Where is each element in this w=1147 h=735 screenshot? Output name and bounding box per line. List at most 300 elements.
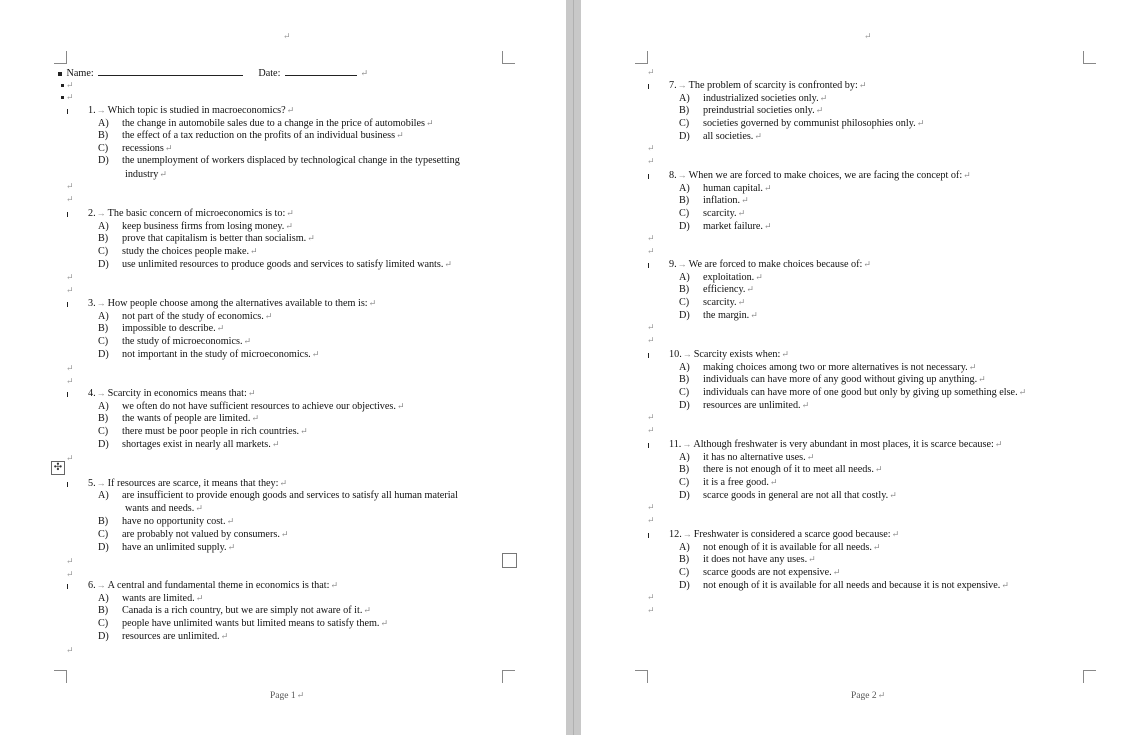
answer-option — [679, 194, 749, 208]
margin-corner-mark — [1083, 51, 1096, 64]
option-label: A) — [679, 541, 690, 553]
paragraph-mark: ↵ — [216, 323, 225, 334]
question-number: 11. — [669, 439, 682, 450]
answer-option — [679, 463, 882, 477]
answer-option — [98, 490, 458, 503]
paragraph-mark: ↵ — [750, 309, 758, 320]
option-label: D) — [679, 489, 690, 501]
answer-option — [679, 104, 823, 118]
option-text: shortages exist in nearly all markets. — [122, 438, 271, 450]
paragraph-mark: ↵ — [801, 399, 810, 410]
option-label: A) — [98, 310, 109, 322]
question-number: 6. — [88, 580, 96, 591]
question-stem — [669, 258, 871, 272]
paragraph-mark: ↵ — [247, 388, 256, 398]
empty-paragraph: ↵ — [647, 412, 655, 422]
option-text: scarcity. — [703, 208, 737, 220]
paragraph-mark: ↵ — [444, 258, 452, 269]
list-marker — [67, 392, 68, 397]
option-label: A) — [98, 220, 109, 232]
document-page-2 — [581, 0, 1147, 735]
question-text: Freshwater is considered a scarce good because: — [693, 529, 891, 540]
paragraph-mark: ↵ — [874, 464, 883, 475]
answer-option — [98, 541, 235, 555]
list-marker — [648, 174, 649, 179]
paragraph-mark: ↵ — [279, 478, 288, 488]
list-marker — [67, 584, 68, 589]
option-label: A) — [679, 361, 690, 373]
option-label: A) — [98, 592, 109, 604]
list-marker — [67, 302, 68, 307]
answer-option — [98, 322, 224, 336]
answer-option — [679, 476, 777, 490]
question-stem — [669, 169, 971, 183]
answer-option — [679, 553, 816, 567]
option-label: B) — [98, 323, 109, 335]
answer-option — [98, 630, 228, 644]
option-label: C) — [98, 618, 109, 630]
empty-paragraph: ↵ — [647, 156, 655, 166]
paragraph-mark: ↵ — [243, 336, 252, 347]
option-label: B) — [679, 284, 690, 296]
paragraph-mark: ↵ — [746, 284, 754, 295]
margin-corner-mark — [635, 670, 648, 683]
question-text: Which topic is studied in macroeconomics? — [107, 105, 286, 116]
option-label: D) — [679, 399, 690, 411]
option-text: people have unlimited wants but limited means to satisfy them. — [122, 618, 380, 630]
paragraph-mark: ↵ — [195, 503, 203, 514]
option-text: study the choices people make. — [122, 246, 250, 258]
question-stem — [88, 477, 287, 491]
option-text: use unlimited resources to produce goods and services to satisfy limited wants. — [122, 258, 444, 270]
tab-mark: → — [682, 349, 692, 359]
paragraph-mark: ↵ — [250, 246, 258, 257]
tab-mark: → — [677, 259, 687, 269]
question-text: Scarcity exists when: — [693, 349, 781, 360]
answer-option — [679, 283, 754, 297]
paragraph-mark: ↵ — [916, 118, 925, 129]
answer-option — [98, 117, 434, 131]
paragraph-mark: ↵ — [806, 451, 815, 462]
paragraph-mark: ↵ — [286, 105, 295, 115]
tab-mark: → — [96, 298, 106, 308]
paragraph-mark: ↵ — [808, 554, 816, 565]
paragraph-mark: ↵ — [832, 567, 841, 578]
empty-paragraph: ↵ — [647, 605, 655, 615]
paragraph-mark: ↵ — [872, 541, 881, 552]
question-stem — [669, 438, 1002, 452]
question-number: 8. — [669, 170, 677, 181]
option-label: D) — [98, 258, 109, 270]
paragraph-mark: ↵ — [781, 349, 789, 359]
question-number: 9. — [669, 259, 677, 270]
answer-option — [98, 515, 234, 529]
paragraph-mark: ↵ — [396, 130, 404, 141]
answer-option — [679, 566, 840, 580]
tab-mark: → — [96, 580, 106, 590]
question-stem — [88, 207, 294, 221]
option-label: B) — [98, 605, 109, 617]
option-text: Canada is a rich country, but we are simply not aware of it. — [122, 605, 363, 617]
answer-option — [679, 373, 986, 387]
option-label: A) — [679, 92, 690, 104]
paragraph-mark: ↵ — [285, 220, 293, 231]
answer-option — [679, 309, 758, 323]
option-text: it has no alternative uses. — [703, 451, 806, 463]
option-text: not part of the study of economics. — [122, 310, 264, 322]
option-text: there must be poor people in rich countries. — [122, 426, 300, 438]
empty-paragraph: ↵ — [647, 592, 655, 602]
paragraph-mark: ↵ — [1018, 387, 1027, 398]
paragraph-mark: ↵ — [737, 208, 746, 219]
option-text: the change in automobile sales due to a change in the price of automobiles — [122, 117, 425, 129]
question-text: The problem of scarcity is confronted by: — [688, 80, 858, 91]
answer-option — [679, 579, 1009, 593]
margin-corner-mark — [502, 670, 515, 683]
empty-paragraph: ↵ — [66, 272, 74, 282]
name-field[interactable] — [98, 66, 243, 76]
option-label: C) — [98, 336, 109, 348]
option-label: A) — [98, 400, 109, 412]
option-text: human capital. — [703, 182, 763, 194]
question-number: 12. — [669, 529, 682, 540]
paragraph-mark: ↵ — [226, 516, 235, 527]
option-text: industrialized societies only. — [703, 92, 819, 104]
tab-mark: → — [682, 529, 692, 539]
empty-paragraph: ↵ — [647, 233, 655, 243]
option-label: B) — [98, 233, 109, 245]
answer-option — [98, 220, 293, 234]
tab-mark: → — [677, 80, 687, 90]
question-stem — [669, 348, 789, 362]
answer-option — [98, 438, 279, 452]
option-text: scarcity. — [703, 297, 737, 309]
paragraph-mark: ↵ — [891, 529, 900, 539]
paragraph-mark: ↵ — [815, 105, 824, 116]
paragraph-mark: ↵ — [380, 618, 389, 629]
paragraph-mark: ↵ — [963, 170, 971, 180]
empty-paragraph: ↵ — [66, 363, 74, 373]
option-label: C) — [679, 208, 690, 220]
list-marker — [67, 482, 68, 487]
question-text: Scarcity in economics means that: — [107, 388, 247, 399]
list-marker — [67, 212, 68, 217]
header-paragraph-mark: ↵ — [864, 31, 872, 41]
question-number: 1. — [88, 105, 96, 116]
option-text: impossible to describe. — [122, 323, 216, 335]
option-label: C) — [679, 297, 690, 309]
option-label: C) — [679, 567, 690, 579]
option-text: individuals can have more of any good without giving up anything. — [703, 374, 978, 386]
paragraph-mark: ↵ — [889, 489, 897, 500]
paragraph-mark: ↵ — [769, 477, 778, 488]
option-text: recessions — [122, 143, 164, 155]
paragraph-mark: ↵ — [159, 168, 167, 179]
name-date-line: Name: Date: ↵ — [58, 66, 368, 81]
list-marker — [648, 84, 649, 89]
paragraph-mark: ↵ — [286, 208, 294, 218]
empty-paragraph: ↵ — [647, 143, 655, 153]
option-text: there is not enough of it to meet all needs. — [703, 464, 874, 476]
question-text: The basic concern of microeconomics is to: — [107, 208, 286, 219]
option-label: B) — [98, 413, 109, 425]
paragraph-mark: ↵ — [425, 117, 434, 128]
option-text: individuals can have more of one good but only by giving up something else. — [703, 387, 1018, 399]
answer-option — [98, 232, 315, 246]
option-text: scarce goods in general are not all that costly. — [703, 489, 889, 501]
list-marker — [648, 353, 649, 358]
paragraph-mark: ↵ — [978, 374, 986, 385]
tab-mark: → — [96, 208, 106, 218]
option-label: D) — [679, 130, 690, 142]
page-number-footer: Page 2↵ — [851, 690, 886, 701]
question-number: 4. — [88, 388, 96, 399]
answer-option — [679, 489, 897, 503]
question-stem — [88, 387, 255, 401]
margin-corner-mark — [502, 51, 515, 64]
answer-option — [98, 400, 404, 414]
question-number: 7. — [669, 80, 677, 91]
question-number: 10. — [669, 349, 682, 360]
answer-option — [98, 245, 258, 259]
paragraph-mark: ↵ — [251, 413, 259, 424]
option-label: C) — [98, 246, 109, 258]
empty-paragraph: ↵ — [66, 181, 74, 191]
answer-option — [679, 451, 814, 465]
empty-paragraph: ↵ — [647, 515, 655, 525]
bullet-square — [61, 84, 64, 87]
option-label: D) — [98, 348, 109, 360]
answer-option — [98, 528, 288, 542]
option-text: inflation. — [703, 195, 741, 207]
paragraph-mark: ↵ — [280, 528, 289, 539]
question-text: A central and fundamental theme in economics is that: — [107, 580, 330, 591]
empty-paragraph: ↵ — [66, 556, 74, 566]
header-paragraph-mark: ↵ — [283, 31, 291, 41]
answer-option — [98, 155, 460, 168]
question-number: 3. — [88, 298, 96, 309]
margin-corner-mark — [1083, 670, 1096, 683]
answer-option — [679, 386, 1026, 400]
question-number: 5. — [88, 478, 96, 489]
paragraph-mark: ↵ — [968, 361, 977, 372]
option-text: prove that capitalism is better than socialism. — [122, 233, 307, 245]
option-label: B) — [98, 516, 109, 528]
option-text: exploitation. — [703, 271, 755, 283]
tab-mark: → — [677, 170, 687, 180]
answer-option — [679, 182, 772, 196]
answer-option — [98, 425, 308, 439]
tab-mark: → — [682, 439, 692, 449]
option-label: B) — [679, 105, 690, 117]
option-text: the unemployment of workers displaced by technological change in the typesetting — [122, 154, 460, 166]
answer-option — [98, 412, 259, 426]
paragraph-mark: ↵ — [863, 259, 871, 269]
option-label: D) — [98, 154, 109, 166]
option-label: C) — [98, 426, 109, 438]
date-field[interactable] — [285, 66, 357, 76]
option-label: D) — [98, 541, 109, 553]
text-box-handle[interactable] — [502, 553, 517, 568]
answer-option — [679, 541, 880, 555]
margin-corner-mark — [54, 51, 67, 64]
option-text-continuation-text: wants and needs. — [125, 503, 195, 515]
option-text: have an unlimited supply. — [122, 541, 227, 553]
option-label: A) — [679, 451, 690, 463]
option-text: the margin. — [703, 309, 750, 321]
option-label: B) — [98, 130, 109, 142]
paragraph-mark: ↵ — [164, 143, 173, 154]
paragraph-mark: ↵ — [819, 92, 828, 103]
paragraph-mark: ↵ — [271, 438, 280, 449]
option-text: are insufficient to provide enough goods and services to satisfy all human material — [122, 489, 458, 501]
question-stem — [669, 528, 899, 542]
option-text: are probably not valued by consumers. — [122, 528, 280, 540]
option-label: B) — [679, 554, 690, 566]
option-label: A) — [98, 489, 109, 501]
option-text: market failure. — [703, 220, 763, 232]
answer-option — [98, 348, 319, 362]
option-text: the wants of people are limited. — [122, 413, 251, 425]
paragraph-mark: ↵ — [363, 605, 371, 616]
option-label: C) — [98, 143, 109, 155]
answer-option — [679, 207, 745, 221]
paragraph-mark: ↵ — [858, 80, 867, 90]
paragraph-mark: ↵ — [741, 195, 749, 206]
option-text: have no opportunity cost. — [122, 516, 226, 528]
margin-corner-mark — [635, 51, 648, 64]
answer-option — [679, 220, 772, 234]
empty-paragraph: ↵ — [647, 246, 655, 256]
answer-option — [679, 130, 762, 144]
answer-option — [679, 117, 924, 131]
option-label: B) — [679, 374, 690, 386]
paragraph-mark: ↵ — [754, 130, 762, 141]
option-text-continuation-text: industry — [125, 168, 159, 180]
answer-option — [679, 361, 976, 375]
answer-option — [98, 129, 404, 143]
option-label: D) — [679, 309, 690, 321]
question-text: How people choose among the alternatives available to them is: — [107, 298, 368, 309]
option-text: scarce goods are not expensive. — [703, 567, 832, 579]
answer-option — [679, 296, 745, 310]
paragraph-mark: ↵ — [763, 220, 772, 231]
option-text: all societies. — [703, 130, 754, 142]
paragraph-mark: ↵ — [368, 298, 377, 308]
option-text: the effect of a tax reduction on the profits of an individual business — [122, 130, 396, 142]
paragraph-mark: ↵ — [300, 426, 308, 437]
answer-option — [679, 399, 809, 413]
margin-corner-mark — [54, 670, 67, 683]
paragraph-mark: ↵ — [330, 580, 338, 590]
answer-option — [679, 92, 827, 106]
empty-paragraph: ↵ — [647, 335, 655, 345]
tab-mark: → — [96, 478, 106, 488]
paragraph-mark: ↵ — [227, 541, 236, 552]
option-text: wants are limited. — [122, 592, 195, 604]
empty-paragraph: ↵ — [647, 425, 655, 435]
option-text: it does not have any uses. — [703, 554, 808, 566]
tab-mark: → — [96, 388, 106, 398]
table-move-handle-icon[interactable]: ✣ — [51, 461, 65, 475]
question-text: When we are forced to make choices, we are facing the concept of: — [688, 170, 963, 181]
empty-paragraph: ↵ — [66, 569, 74, 579]
empty-paragraph: ↵ — [647, 67, 655, 77]
empty-paragraph: ↵ — [66, 80, 74, 90]
date-label: Date: — [258, 68, 281, 79]
answer-option — [98, 142, 172, 156]
answer-option — [679, 271, 763, 285]
list-marker — [648, 263, 649, 268]
list-marker — [648, 533, 649, 538]
option-label: C) — [98, 528, 109, 540]
option-text: not enough of it is available for all needs. — [703, 541, 872, 553]
empty-paragraph: ↵ — [66, 194, 74, 204]
page-number-footer: Page 1↵ — [270, 690, 305, 701]
option-text: preindustrial societies only. — [703, 105, 815, 117]
paragraph-mark: ↵ — [264, 310, 273, 321]
paragraph-mark: ↵ — [763, 182, 772, 193]
option-text: societies governed by communist philosophies only. — [703, 118, 916, 130]
bullet-square — [61, 96, 64, 99]
question-stem — [88, 297, 376, 311]
answer-option — [98, 258, 452, 272]
option-label: C) — [679, 118, 690, 130]
empty-paragraph: ↵ — [66, 285, 74, 295]
question-text: We are forced to make choices because of: — [688, 259, 863, 270]
empty-paragraph: ↵ — [647, 322, 655, 332]
option-label: D) — [679, 579, 690, 591]
option-label: C) — [679, 477, 690, 489]
paragraph-mark: ↵ — [396, 400, 405, 411]
answer-option — [98, 617, 388, 631]
option-text: not important in the study of microeconomics. — [122, 348, 311, 360]
question-text: If resources are scarce, it means that they: — [107, 478, 279, 489]
paragraph-mark: ↵ — [195, 592, 204, 603]
option-label: C) — [679, 387, 690, 399]
empty-paragraph: ↵ — [66, 376, 74, 386]
paragraph-mark: ↵ — [311, 348, 320, 359]
option-label: B) — [679, 195, 690, 207]
question-number: 2. — [88, 208, 96, 219]
option-label: A) — [679, 271, 690, 283]
option-text-continuation — [125, 502, 203, 516]
empty-paragraph: ↵ — [647, 502, 655, 512]
question-stem — [88, 104, 294, 118]
answer-option — [98, 310, 272, 324]
option-label: B) — [679, 464, 690, 476]
option-text: making choices among two or more alternatives is not necessary. — [703, 361, 968, 373]
empty-paragraph: ↵ — [66, 645, 74, 655]
question-stem — [88, 579, 338, 593]
option-text: the study of microeconomics. — [122, 336, 243, 348]
paragraph-mark: ↵ — [220, 630, 229, 641]
option-text: efficiency. — [703, 284, 746, 296]
tab-mark: → — [96, 105, 106, 115]
option-label: D) — [98, 438, 109, 450]
option-label: A) — [98, 117, 109, 129]
option-text: resources are unlimited. — [122, 630, 220, 642]
list-marker — [648, 443, 649, 448]
paragraph-mark: ↵ — [737, 297, 746, 308]
option-label: D) — [98, 630, 109, 642]
option-text-continuation — [125, 168, 167, 182]
paragraph-mark: ↵ — [307, 233, 315, 244]
answer-option — [98, 335, 251, 349]
list-marker — [67, 109, 68, 114]
answer-option — [98, 604, 371, 618]
option-label: D) — [679, 220, 690, 232]
